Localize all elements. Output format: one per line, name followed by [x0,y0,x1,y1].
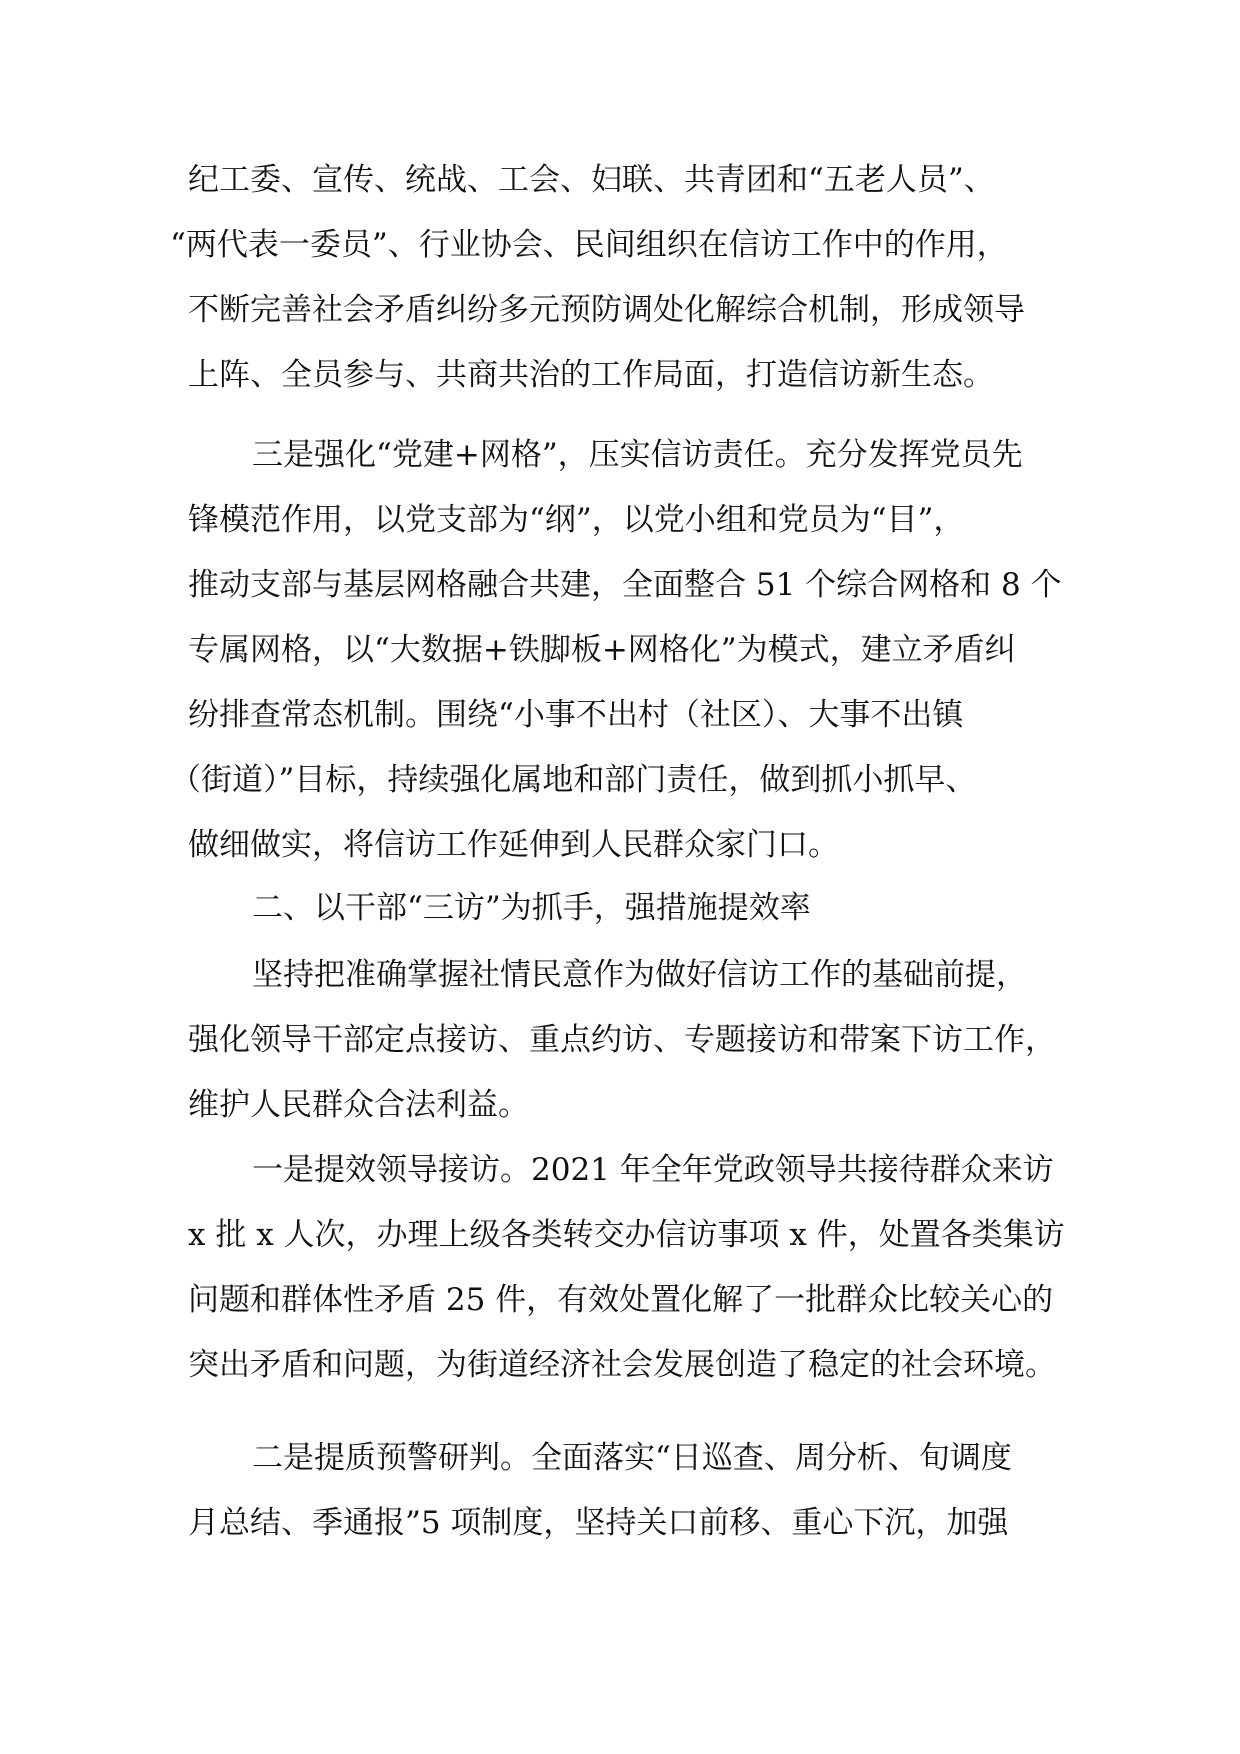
text-line: 锋模范作用，以党支部为“纲”，以党小组和党员为“目”， [188,502,965,538]
text-line: 推动支部与基层网格融合共建，全面整合 51 个综合网格和 8 个 [188,567,1062,603]
text-line: x 批 x 人次，办理上级各类转交办信访事项 x 件，处置各类集访 [188,1217,1065,1253]
paragraph-first-line: 一是提效领导接访。2021 年全年党政领导共接待群众来访 [252,1152,1054,1188]
text-line: 不断完善社会矛盾纠纷多元预防调处化解综合机制，形成领导 [188,292,1025,328]
paragraph-first-line: 二是提质预警研判。全面落实“日巡查、周分析、旬调度 [252,1440,1012,1476]
text-line: 维护人民群众合法利益。 [188,1087,529,1123]
text-line: 突出矛盾和问题，为街道经济社会发展创造了稳定的社会环境。 [188,1347,1056,1383]
text-line: （街道）”目标，持续强化属地和部门责任，做到抓小抓早、 [170,762,977,798]
paragraph-first-line: 三是强化“党建+网格”，压实信访责任。充分发挥党员先 [252,437,1023,473]
text-line: 上阵、全员参与、共商共治的工作局面，打造信访新生态。 [188,357,994,393]
section-heading: 二、以干部“三访”为抓手，强措施提效率 [252,890,811,926]
text-line: 问题和群体性矛盾 25 件，有效处置化解了一批群众比较关心的 [188,1282,1054,1318]
text-line: 纷排查常态机制。围绕“小事不出村（社区）、大事不出镇 [188,697,964,733]
text-line: 月总结、季通报”5 项制度，坚持关口前移、重心下沉，加强 [188,1505,1009,1541]
text-line: 强化领导干部定点接访、重点约访、专题接访和带案下访工作， [188,1022,1056,1058]
text-line: 做细做实，将信访工作延伸到人民群众家门口。 [188,827,839,863]
text-line: “两代表一委员”、行业协会、民间组织在信访工作中的作用， [170,227,1008,263]
text-line: 纪工委、宣传、统战、工会、妇联、共青团和“五老人员”、 [188,162,995,198]
text-line: 专属网格，以“大数据+铁脚板+网格化”为模式，建立矛盾纠 [188,632,1016,668]
paragraph-first-line: 坚持把准确掌握社情民意作为做好信访工作的基础前提， [252,957,1027,993]
